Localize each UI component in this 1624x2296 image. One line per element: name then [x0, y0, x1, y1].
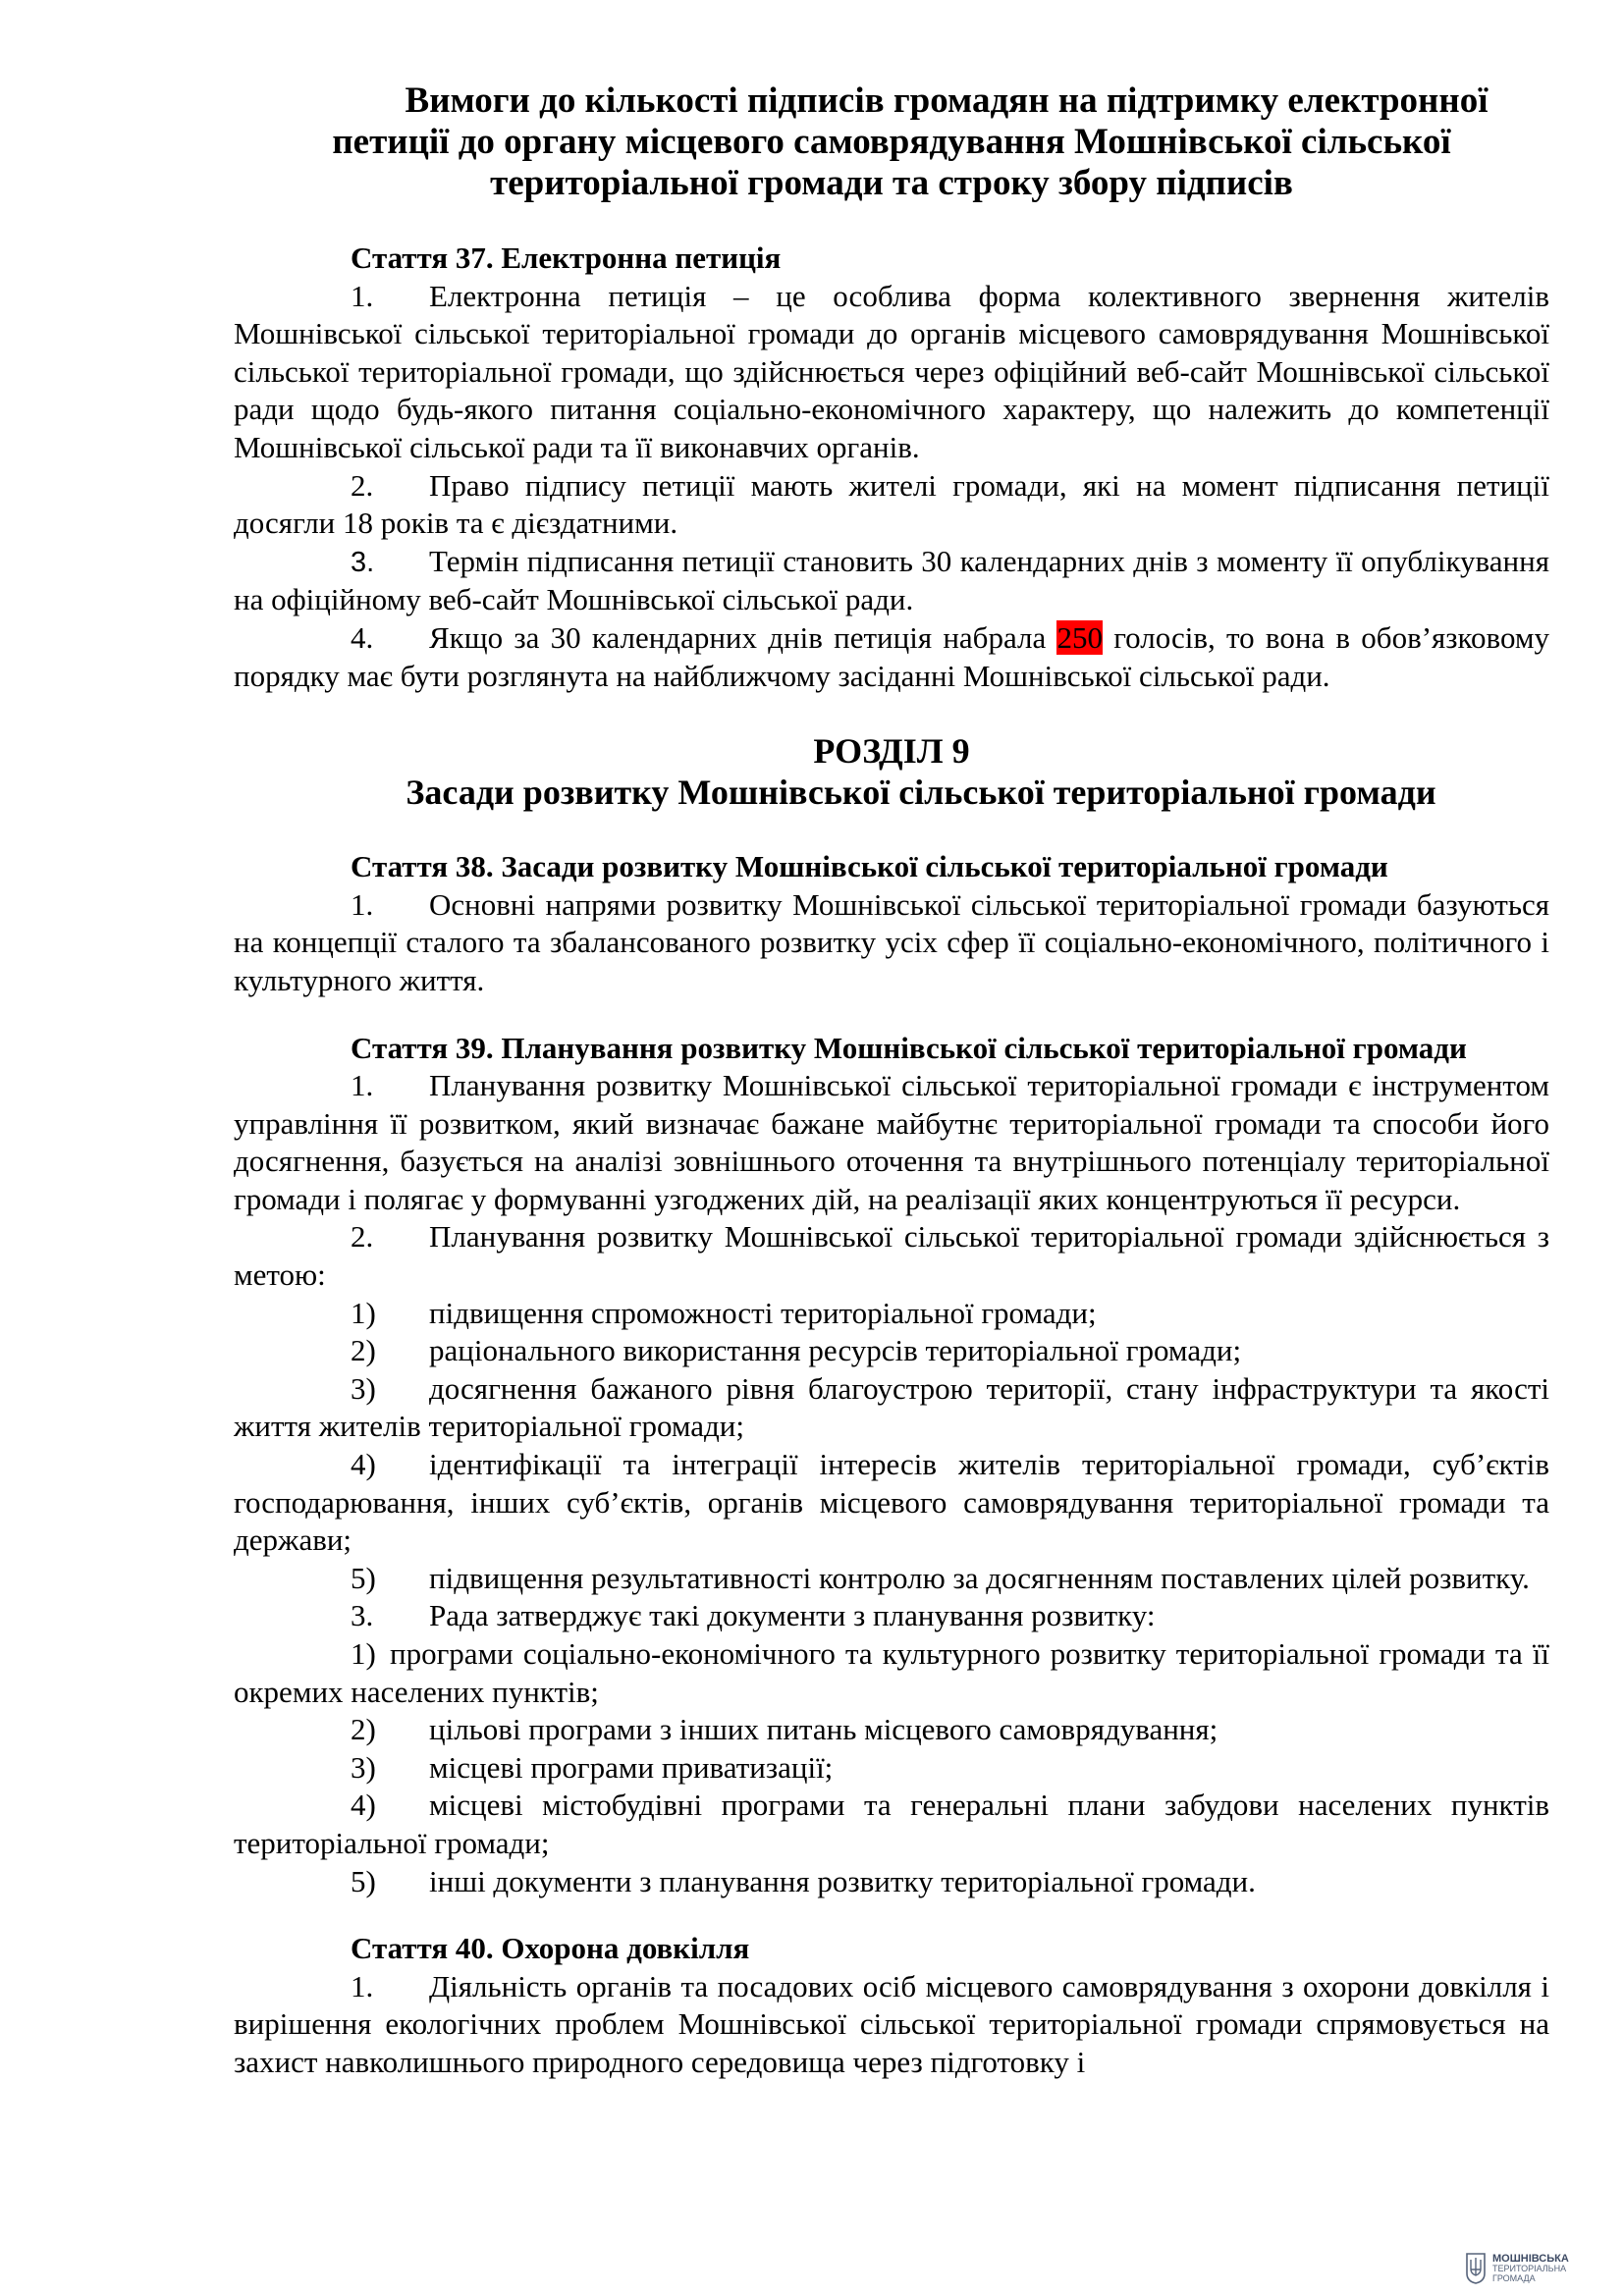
community-logo — [1465, 2248, 1602, 2289]
item-text: ідентифікації та інтеграції інтересів жителів територіальної громади, суб’єктів господарювання, інших суб’єктів, органів місцевого самоврядування територіальної громади та держави; — [234, 1447, 1549, 1558]
goal-item — [234, 1370, 1549, 1446]
paragraph-number: 1. — [351, 1968, 374, 2003]
logo-text — [1492, 2254, 1569, 2283]
item-text: місцеві програми приватизації; — [429, 1749, 834, 1785]
article-39-paragraph-1 — [234, 1067, 1549, 1218]
section-subheading: Засади розвитку Мошнівської сільської територіальної громади — [406, 773, 1436, 813]
paragraph-text: Рада затверджує такі документи з планування розвитку: — [429, 1598, 1156, 1633]
item-number: 4) — [351, 1447, 376, 1482]
document-item — [234, 1711, 1549, 1749]
paragraph-number: 4. — [351, 619, 374, 655]
section-number: РОЗДІЛ 9 — [813, 731, 970, 772]
paragraph-text: Основні напрями розвитку Мошнівської сільської територіальної громади базуються на концепції сталого та збалансованого розвитку усіх сфер її соціально-економічного, політичного і культурного життя. — [234, 886, 1549, 997]
article-39-paragraph-2 — [234, 1218, 1549, 1294]
paragraph-number: 3. — [351, 1598, 374, 1633]
section-9-heading — [234, 730, 1549, 813]
goal-item — [234, 1446, 1549, 1560]
trident-emblem-icon — [1465, 2252, 1487, 2285]
item-number: 1) — [351, 1636, 376, 1671]
article-40-title: Стаття 40. Охорона довкілля — [351, 1931, 750, 1966]
logo-line-2: ТЕРИТОРІАЛЬНА — [1492, 2264, 1567, 2273]
article-37-paragraph-2 — [234, 467, 1549, 543]
title-line-2: петиції до органу місцевого самоврядування Мошнівської сільської — [332, 122, 1451, 162]
paragraph-number: 1. — [351, 886, 374, 922]
goal-item — [234, 1560, 1549, 1598]
paragraph-text: Планування розвитку Мошнівської сільської територіальної громади здійснюється з метою: — [234, 1219, 1549, 1293]
paragraph-text: Термін підписання петиції становить 30 календарних днів з моменту її опублікування на офіційному веб-сайт Мошнівської сільської ради. — [234, 543, 1549, 617]
paragraph-text: Діяльність органів та посадових осіб місцевого самоврядування з охорони довкілля і вирішення екологічних проблем Мошнівської сільської територіальної громади спрямовується на захист навколишнього природного середовища через підготовку і — [234, 1968, 1549, 2079]
document-item — [234, 1749, 1549, 1788]
item-text: раціонального використання ресурсів територіальної громади; — [429, 1333, 1242, 1368]
paragraph-number: 1. — [351, 1068, 374, 1103]
title-line-3: територіальної громади та строку збору підписів — [490, 163, 1293, 203]
spacer — [234, 1900, 1549, 1930]
paragraph-number: 2. — [351, 1219, 374, 1255]
article-37-paragraph-3 — [234, 543, 1549, 619]
item-number: 2) — [351, 1712, 376, 1747]
item-text: досягнення бажаного рівня благоустрою території, стану інфраструктури та якості життя жителів територіальної громади; — [234, 1370, 1549, 1444]
paragraph-text: Планування розвитку Мошнівської сільської територіальної громади є інструментом управління її розвитком, який визначає бажане майбутнє територіальної громади та способи його досягнення, базується на аналізі зовнішнього оточення та внутрішнього потенціалу територіальної громади і полягає у формуванні узгоджених дій, на реалізації яких концентруються її ресурси. — [234, 1068, 1549, 1216]
document-item — [234, 1863, 1549, 1901]
paragraph-number: 2. — [351, 467, 374, 503]
item-number: 3) — [351, 1370, 376, 1406]
goal-item — [234, 1295, 1549, 1333]
article-37-paragraph-4 — [234, 619, 1549, 695]
article-38-title: Стаття 38. Засади розвитку Мошнівської сільської територіальної громади — [351, 849, 1388, 884]
document-item — [234, 1787, 1549, 1862]
article-40-paragraph-1 — [234, 1968, 1549, 2082]
item-number: 4) — [351, 1788, 376, 1823]
item-number: 5) — [351, 1560, 376, 1595]
paragraph-number: 1. — [351, 278, 374, 313]
highlighted-vote-count: 250 — [1056, 619, 1103, 655]
title-line-1: Вимоги до кількості підписів громадян на підтримку електронної — [405, 80, 1489, 121]
paragraph-number: 3. — [351, 546, 375, 578]
logo-line-3: ГРОМАДА — [1492, 2273, 1536, 2283]
spacer — [234, 1000, 1549, 1030]
paragraph-text-before: Якщо за 30 календарних днів петиція набрала — [429, 619, 1057, 655]
logo-line-1: МОШНІВСЬКА — [1492, 2253, 1569, 2265]
item-number: 3) — [351, 1749, 376, 1785]
paragraph-text: Електронна петиція – це особлива форма колективного звернення жителів Мошнівської сільської територіальної громади до органів місцевого самоврядування Мошнівської сільської територіальної громади, що здійснюється через офіційний веб-сайт Мошнівської сільської ради щодо будь-якого питання соціально-економічного характеру, що належить до компетенції Мошнівської сільської ради та її виконавчих органів. — [234, 278, 1549, 464]
item-text: підвищення результативності контролю за досягненням поставлених цілей розвитку. — [429, 1560, 1530, 1595]
document-title — [234, 80, 1549, 204]
article-39-paragraph-3 — [234, 1597, 1549, 1635]
item-text: програми соціально-економічного та культурного розвитку територіальної громади та її окремих населених пунктів; — [234, 1636, 1549, 1709]
item-text: цільові програми з інших питань місцевого самоврядування; — [429, 1712, 1218, 1747]
item-number: 5) — [351, 1863, 376, 1898]
item-text: інші документи з планування розвитку територіальної громади. — [429, 1863, 1256, 1898]
article-37-paragraph-1 — [234, 278, 1549, 467]
article-38-paragraph-1 — [234, 886, 1549, 1000]
article-39-title: Стаття 39. Планування розвитку Мошнівської сільської територіальної громади — [351, 1030, 1467, 1065]
document-page — [234, 80, 1549, 2082]
goal-item — [234, 1332, 1549, 1370]
paragraph-text-after: голосів, то вона в обов’язковому порядку має бути розглянута на найближчому засіданні Мошнівської сільської ради. — [234, 619, 1549, 693]
spacer — [234, 813, 1549, 848]
item-text: місцеві містобудівні програми та генеральні плани забудови населених пунктів територіальної громади; — [234, 1788, 1549, 1860]
paragraph-text: Право підпису петиції мають жителі громади, які на момент підписання петиції досягли 18 років та є дієздатними. — [234, 467, 1549, 541]
item-number: 1) — [351, 1295, 376, 1330]
item-text: підвищення спроможності територіальної громади; — [429, 1295, 1097, 1330]
article-37-title: Стаття 37. Електронна петиція — [351, 240, 782, 275]
item-number: 2) — [351, 1333, 376, 1368]
document-item — [234, 1635, 1549, 1711]
